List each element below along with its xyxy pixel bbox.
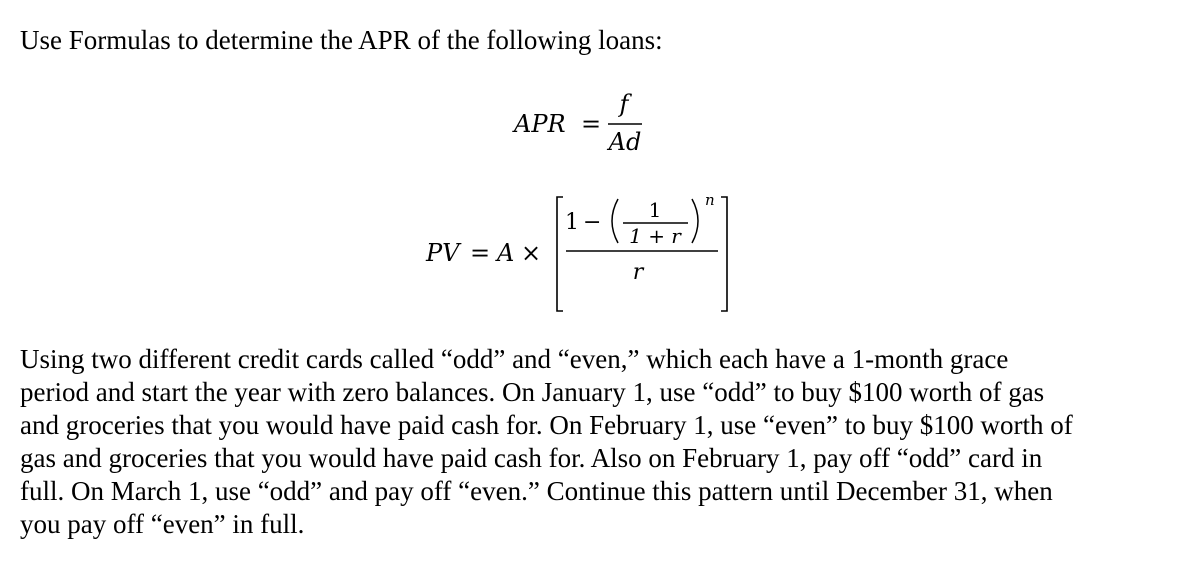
paragraph-line: and groceries that you would have paid cash for. On February 1, use “even” to buy $100 worth of [20,410,1073,440]
pv-formula-svg [420,185,740,315]
pv-equals: = [470,239,491,267]
pv-inner-denominator: 1 + r [629,224,681,248]
instruction-heading: Use Formulas to determine the APR of the following loans: [20,25,663,55]
pv-times: × [521,239,542,267]
pv-lhs: PV [426,239,460,267]
pv-minus: − [583,210,602,235]
pv-denominator: r [632,260,644,285]
paragraph-line: period and start the year with zero balances. On January 1, use “odd” to buy $100 worth of gas [20,377,1045,407]
pv-right-paren [692,199,698,243]
pv-inner-numerator: 1 [648,198,662,222]
pv-exponent: n [705,191,715,209]
apr-formula-svg [508,86,668,166]
apr-denominator: Ad [608,128,642,156]
problem-paragraph [20,343,1170,541]
paragraph-line: you pay off “even” in full. [20,509,305,539]
paragraph-line: full. On March 1, use “odd” and pay off “even.” Continue this pattern until December 31, when [20,476,1053,506]
pv-left-bracket [557,197,563,311]
apr-lhs: APR [514,110,566,138]
paragraph-line: Using two different credit cards called “odd” and “even,” which each have a 1-month grace [20,344,1009,374]
pv-left-paren [612,199,618,243]
apr-formula [508,86,668,166]
pv-one: 1 [565,210,579,235]
apr-equals: = [581,110,602,138]
pv-formula [420,185,740,315]
pv-var-a: A [497,239,515,267]
apr-numerator: f [619,90,629,118]
paragraph-line: gas and groceries that you would have paid cash for. Also on February 1, pay off “odd” card in [20,443,1043,473]
pv-right-bracket [721,197,727,311]
